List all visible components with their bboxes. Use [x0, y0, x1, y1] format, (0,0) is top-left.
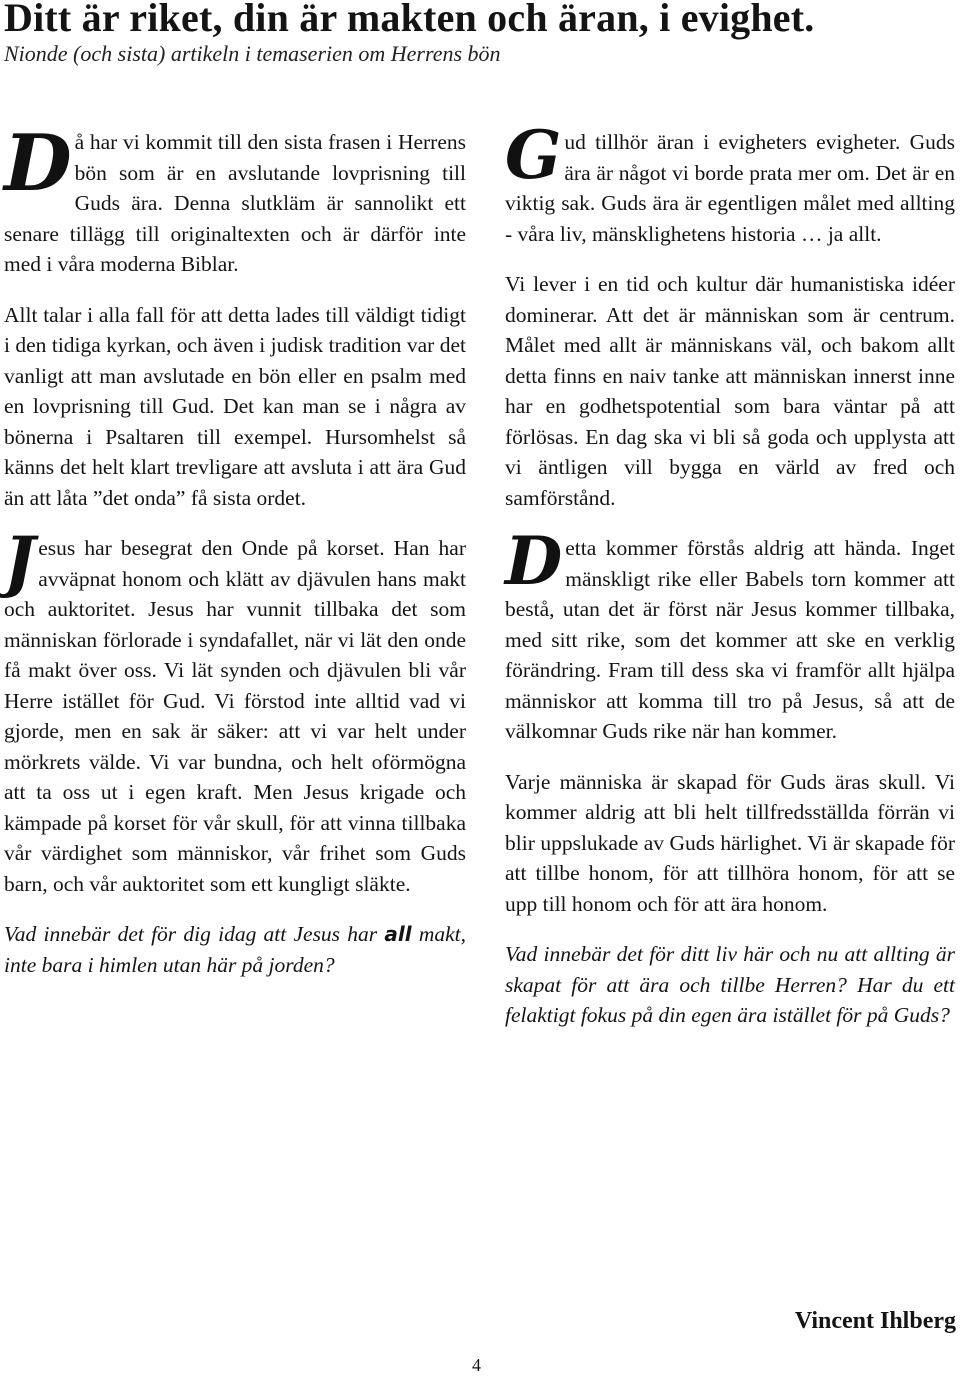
reflection-question: [4, 919, 466, 980]
paragraph: Varje människa är skapad för Guds äras skull. Vi kommer aldrig att bli helt tillfredsställda förrän vi blir uppslukade av Guds härlighet. Vi är skapade för att tillbe honom, för att tillhöra honom, för att se upp till honom och för att ära honom.: [505, 769, 955, 916]
paragraph-text: å har vi kommit till den sista frasen i Herrens bön som är en avslutande lovprisning till Guds ära. Denna slutkläm är sannolikt ett senare tillägg till originaltexten och är därför inte med i våra moderna Biblar.: [4, 130, 466, 276]
article-subtitle: Nionde (och sista) artikeln i temaserien om Herrens bön: [4, 41, 501, 66]
paragraph: [4, 118, 466, 280]
paragraph: [4, 522, 466, 899]
question-text: Vad innebär det för dig idag att Jesus har: [4, 922, 385, 946]
drop-cap: D: [4, 118, 72, 209]
question-text: makt, inte bara i himlen utan här på jorden?: [4, 922, 466, 977]
drop-cap: G: [505, 116, 562, 194]
paragraph-text: ud tillhör äran i evigheters evigheter. Guds ära är något vi borde prata mer om. Det är en viktig sak. Guds ära är egentligen målet med allting - våra liv, mänsklighetens historia … ja allt.: [505, 130, 955, 246]
paragraph-text: etta kommer förstås aldrig att hända. Inget mänskligt rike eller Babels torn kommer att bestå, utan det är först när Jesus kommer tillbaka, med sitt rike, som det kommer att ske en verklig förändring. Fram till dess ska vi framför allt hjälpa människor att komma till tro på Jesus, så att de välkomnar Guds rike när han kommer.: [505, 536, 955, 743]
reflection-question: Vad innebär det för ditt liv här och nu att allting är skapat för att ära och tillbe Herren? Har du ett felaktigt fokus på din egen ära istället för på Guds?: [505, 942, 955, 1027]
author-name: Vincent Ihlberg: [794, 1308, 956, 1334]
paragraph: [505, 522, 955, 747]
paragraph: Allt talar i alla fall för att detta lades till väldigt tidigt i den tidiga kyrkan, och även i judisk tradition var det vanligt att man avslutade en bön eller en psalm med en lovprisning till Gud. Det kan man se i några av bönerna i Psaltaren till exempel. Hursomhelst så känns det helt klart trevligare att avsluta i att ära Gud än att låta ”det onda” få sista ordet.: [4, 302, 466, 510]
left-column: [4, 118, 466, 980]
drop-cap: D: [505, 522, 563, 600]
right-column: [505, 116, 955, 1031]
question-emphasis: all: [384, 922, 412, 946]
page-number: 4: [472, 1355, 481, 1375]
paragraph: Vi lever i en tid och kultur där humanistiska idéer dominerar. Att det är människan som är centrum. Målet med allt är människans väl, och bakom allt detta finns en naiv tanke att människan innerst inne har en godhetspotential som bara väntar på att förlösas. En dag ska vi bli så goda och upplysta att vi äntligen vill bygga en värld av fred och samförstånd.: [505, 272, 955, 510]
drop-cap: J: [4, 522, 36, 600]
paragraph-text: esus har besegrat den Onde på korset. Han har avväpnat honom och klätt av djävulen hans makt och auktoritet. Jesus har vunnit tillbaka det som människan förlorade i syndafallet, när vi lät den onde få makt över oss. Vi lät synden och djävulen bli vår Herre istället för Gud. Vi förstod inte alltid vad vi gjorde, men en sak är säker: att vi var helt under mörkrets välde. Vi var bundna, och helt oförmögna att ta oss ut i egen kraft. Men Jesus krigade och kämpade på korset för vår skull, för att vinna tillbaka vår värdighet som människor, vår frihet som Guds barn, och vår auktoritet som ett kungligt släkte.: [4, 536, 466, 896]
article-title: Ditt är riket, din är makten och äran, i evighet.: [4, 0, 815, 40]
paragraph: [505, 116, 955, 249]
